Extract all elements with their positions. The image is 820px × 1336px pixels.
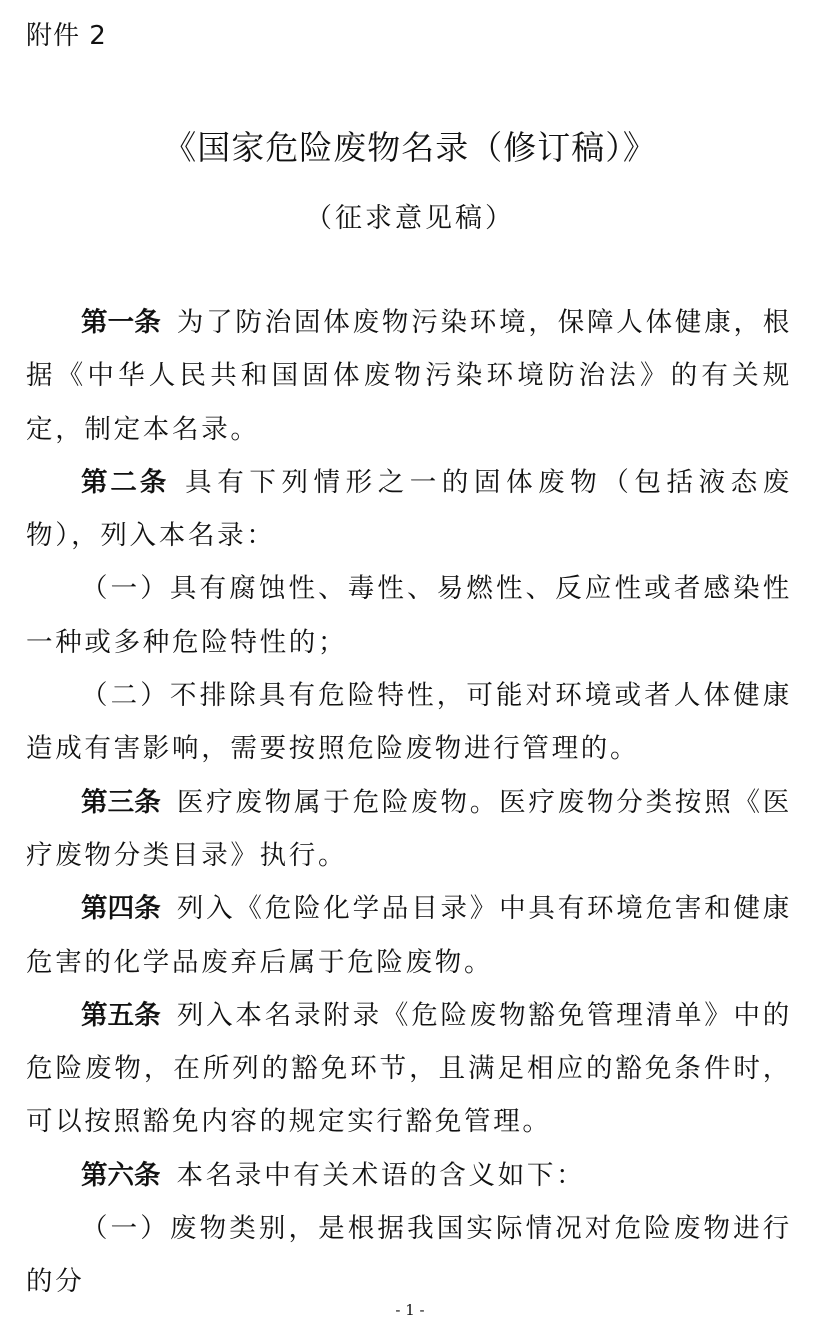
attachment-label: 附件 2: [26, 21, 107, 51]
paragraph-article-2: [26, 456, 792, 563]
paragraph-article-3: [26, 776, 792, 883]
paragraph-article-6: [26, 1149, 792, 1202]
document-title: 《国家危险废物名录（修订稿）》: [163, 128, 657, 167]
article-heading: 第五条: [81, 999, 161, 1031]
article-heading: 第三条: [81, 786, 161, 818]
paragraph-text: 本名录中有关术语的含义如下：: [176, 1159, 586, 1191]
paragraph-article-4: [26, 882, 792, 989]
page-number: - 1 -: [395, 1301, 425, 1319]
paragraph-text: 列入本名录附录《危险废物豁免管理清单》中的危险废物，在所列的豁免环节，且满足相应的豁免条件时，可以按照豁免内容的规定实行豁免管理。: [26, 999, 793, 1138]
paragraph-text: （一）废物类别，是根据我国实际情况对危险废物进行的分: [26, 1213, 792, 1298]
paragraph-text: 列入《危险化学品目录》中具有环境危害和健康危害的化学品废弃后属于危险废物。: [26, 893, 793, 978]
paragraph-article-5: [26, 989, 792, 1149]
paragraph-text: （二）不排除具有危险特性，可能对环境或者人体健康造成有害影响，需要按照危险废物进行管理的。: [26, 680, 792, 765]
paragraph-text: 为了防治固体废物污染环境，保障人体健康，根据《中华人民共和国固体废物污染环境防治法》的有关规定，制定本名录。: [26, 307, 793, 445]
article-heading: 第四条: [81, 893, 161, 925]
paragraph-item-2: [26, 669, 792, 776]
paragraph-item-1: [26, 562, 792, 669]
document-subtitle: （征求意见稿）: [305, 203, 515, 234]
document-body: [26, 296, 792, 1309]
article-heading: 第一条: [81, 307, 161, 338]
paragraph-text: （一）具有腐蚀性、毒性、易燃性、反应性或者感染性一种或多种危险特性的；: [26, 573, 792, 658]
paragraph-text: 具有下列情形之一的固体废物（包括液态废物），列入本名录：: [26, 466, 792, 552]
paragraph-text: 医疗废物属于危险废物。医疗废物分类按照《医疗废物分类目录》执行。: [26, 786, 793, 871]
article-heading: 第二条: [81, 466, 170, 498]
article-heading: 第六条: [81, 1159, 161, 1191]
paragraph-article-1: [26, 296, 792, 456]
paragraph-item-6-1: [26, 1202, 792, 1309]
